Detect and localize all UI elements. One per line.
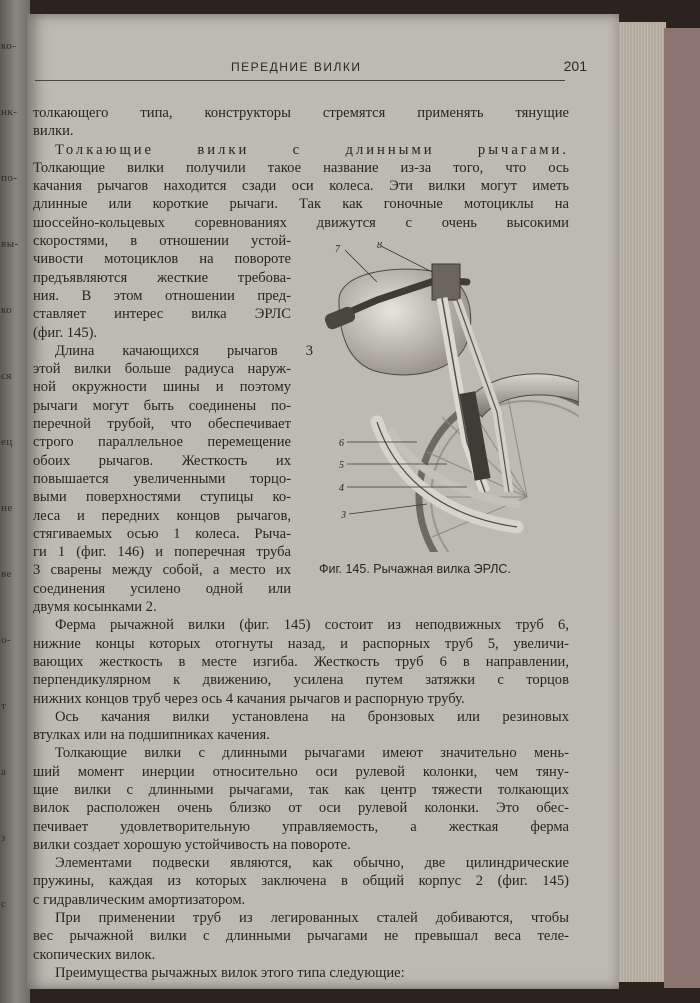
- text-line: щие вилки с длинными рычагами, так как центр тяжести толкающих: [33, 781, 569, 798]
- text-line: Толкающие вилки получили такое название из-за того, что ось: [33, 159, 569, 176]
- text-line: нижних концов труб через ось 4 качания рычагов и распорную трубу.: [33, 690, 465, 707]
- section-heading: [33, 141, 569, 159]
- text-line: этой вилки больше радиуса наруж-: [33, 361, 291, 378]
- adjacent-page-fragment: по-: [1, 172, 18, 184]
- text-line: ги 1 (фиг. 146) и поперечная труба: [33, 544, 291, 561]
- text-line: шоссейно-кольцевых соревнованиях движутся с очень высокими: [33, 214, 569, 231]
- text-line: вилок расположен очень близко от оси рулевой колонки. Это обес-: [33, 800, 569, 817]
- text-line: Преимущества рычажных вилок этого типа следующие:: [55, 964, 405, 981]
- text-line: стягиваемых осью 1 колеса. Рыча-: [33, 525, 291, 542]
- text-line: (фиг. 145).: [33, 324, 98, 341]
- adjacent-page-fragment: с: [1, 898, 7, 910]
- text-line: с гидравлическим амортизатором.: [33, 891, 246, 908]
- figure-caption: Фиг. 145. Рычажная вилка ЭРЛС.: [319, 562, 511, 576]
- adjacent-page-fragment: вы-: [1, 238, 19, 250]
- figure-145: [317, 242, 579, 552]
- text-line: чивости мотоциклов на повороте: [33, 251, 291, 268]
- adjacent-page-fragment: ко-: [1, 40, 17, 52]
- figure-label-7: 7: [335, 244, 340, 255]
- adjacent-page-fragment: ец: [1, 436, 13, 448]
- text-line: ставляет интерес вилка ЭРЛС: [33, 306, 291, 323]
- text-line: печивает удовлетворительную управляемость, а жесткая ферма: [33, 818, 569, 835]
- adjacent-page-edge: [0, 0, 30, 1003]
- figure-label-6: 6: [339, 438, 344, 449]
- text-line: толкающего типа, конструкторы стремятся применять тянущие: [33, 105, 569, 121]
- text-line: вилки.: [33, 123, 74, 140]
- running-head: [35, 58, 587, 81]
- text-line: длинные или короткие рычаги. Так как гоночные мотоциклы на: [33, 196, 569, 213]
- text-line: качания рычагов находится сзади оси колеса. Эти вилки могут иметь: [33, 178, 569, 195]
- text-line: ной окружности шины и поэтому: [33, 379, 291, 396]
- text-line: вилки создает хорошую устойчивость на повороте.: [33, 836, 351, 853]
- text-line: соединения усилено одной или: [33, 580, 291, 597]
- adjacent-page-fragment: т: [1, 700, 7, 712]
- text-line: скоростями, в отношении устой-: [33, 233, 291, 250]
- adjacent-page-fragment: з: [1, 832, 6, 844]
- adjacent-page-fragment: ся: [1, 370, 12, 382]
- text-line: перечной трубой, что обеспечивает: [33, 416, 291, 433]
- text-line: втулках или на подшипниках качения.: [33, 727, 270, 744]
- text-line: скопических вилок.: [33, 946, 156, 963]
- adjacent-page-fragment: не: [1, 502, 13, 514]
- text-line: строго параллельное перемещение: [33, 434, 291, 451]
- text-line: ший момент инерции относительно оси рулевой колонки, чем тяну-: [33, 763, 569, 780]
- text-line: вес рычажной вилки с длинными рычагами не превышал веса теле-: [33, 928, 569, 945]
- text-line: нижние концы которых отогнуты назад, и распорных труб 5, увеличи-: [33, 635, 569, 652]
- text-line: Ось качания вилки установлена на бронзовых или резиновых: [55, 708, 569, 725]
- motorcycle-fork-illustration: [317, 242, 579, 552]
- text-line: Ферма рычажной вилки (фиг. 145) состоит из неподвижных труб 6,: [55, 617, 569, 634]
- text-line: 3 сварены между собой, а место их: [33, 562, 291, 579]
- figure-label-3: 3: [341, 510, 346, 521]
- adjacent-page-fragment: ве: [1, 568, 13, 580]
- text-line: обоих рычагов. Жесткость их: [33, 452, 291, 469]
- text-line: При применении труб из легированных сталей добиваются, чтобы: [55, 910, 569, 927]
- book-page: [27, 14, 619, 989]
- text-line: вающих жесткость в месте изгиба. Жесткость труб 6 в направлении,: [33, 653, 569, 670]
- adjacent-page-fragment: о-: [1, 634, 12, 646]
- text-line: Элементами подвески являются, как обычно, две цилиндрические: [55, 855, 569, 872]
- text-line: леса и передних концов рычагов,: [33, 507, 291, 524]
- figure-label-4: 4: [339, 483, 344, 494]
- page-number: 201: [563, 58, 587, 74]
- page-stack-edge: [616, 22, 666, 982]
- figure-label-8: 8: [377, 242, 382, 251]
- text-line: повышается увеличенными торцо-: [33, 470, 291, 487]
- text-line: предъявляются жесткие требова-: [33, 269, 291, 286]
- text-line: двумя косынками 2.: [33, 599, 157, 616]
- adjacent-page-fragment: а: [1, 766, 7, 778]
- running-title: ПЕРЕДНИЕ ВИЛКИ: [231, 60, 362, 74]
- adjacent-page-fragment: нк-: [1, 106, 18, 118]
- section-heading-text: Толкающие вилки с длинными рычагами.: [55, 141, 569, 158]
- figure-label-5: 5: [339, 460, 344, 471]
- text-line: Толкающие вилки с длинными рычагами имеют значительно мень-: [55, 745, 569, 762]
- text-line: перпендикулярном к движению, усилена путем затяжки с торцов: [33, 672, 569, 689]
- book-cover: [664, 28, 700, 988]
- text-line: пружины, каждая из которых заключена в общий корпус 2 (фиг. 145): [33, 873, 569, 890]
- text-line: выми поверхностями ступицы ко-: [33, 489, 291, 506]
- text-line: Длина качающихся рычагов 3: [55, 342, 313, 359]
- text-line: ния. В этом отношении пред-: [33, 287, 291, 304]
- adjacent-page-fragment: ко: [1, 304, 13, 316]
- text-line: рычаги могут быть соединены по-: [33, 397, 291, 414]
